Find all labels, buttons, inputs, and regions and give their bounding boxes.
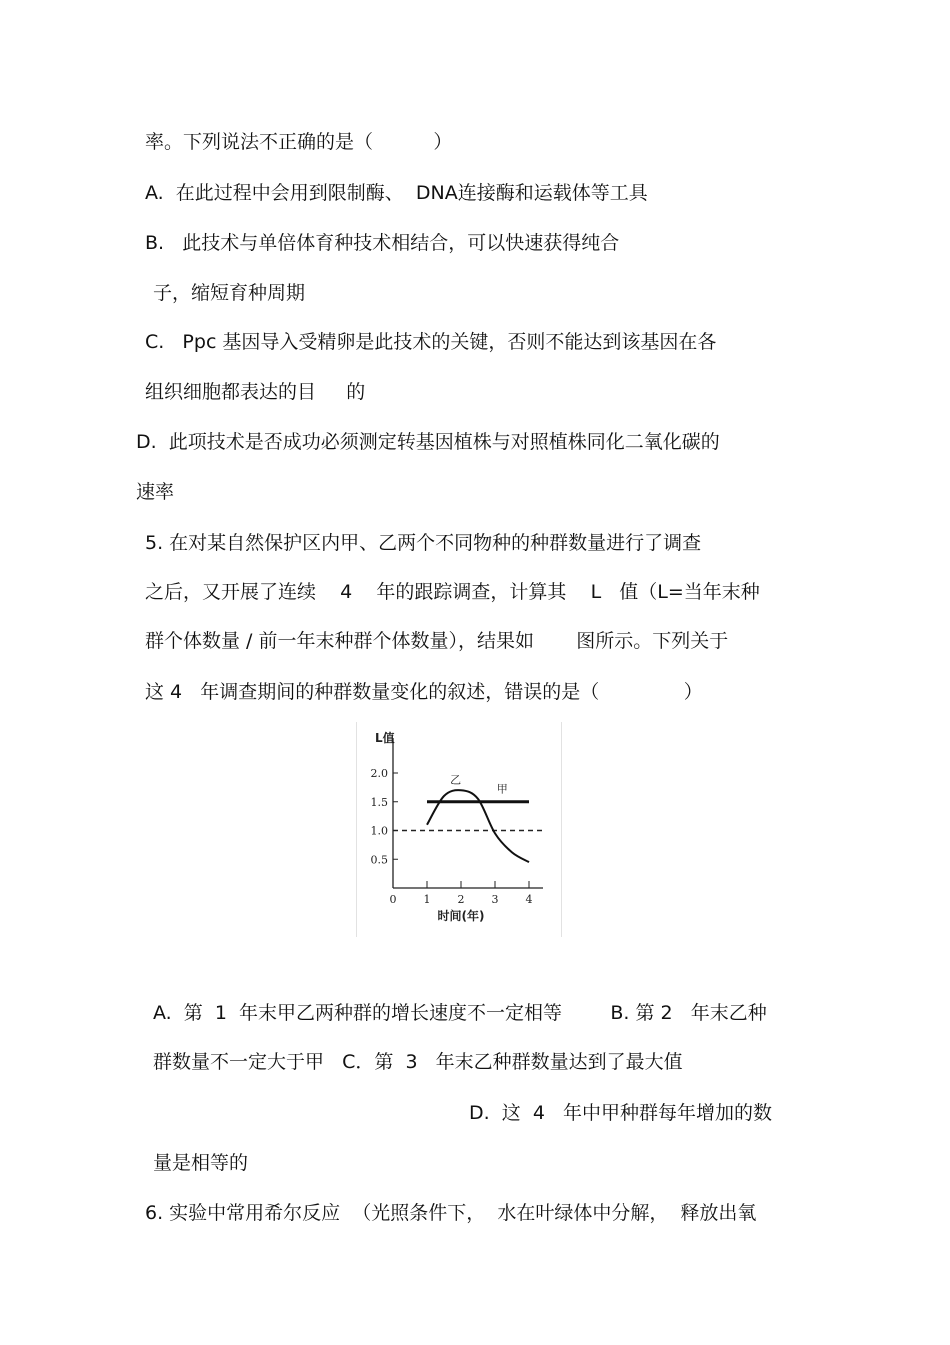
x-tick-label: 0 bbox=[389, 893, 397, 906]
q5-options-line1: A. 第 1 年末甲乙两种群的增长速度不一定相等 B. 第 2 年末乙种 bbox=[153, 1002, 767, 1024]
q4-option-a: A. 在此过程中会用到限制酶、 DNA连接酶和运载体等工具 bbox=[145, 182, 648, 204]
q5-options-line2: 群数量不一定大于甲 C．第 3 年末乙种群数量达到了最大值 bbox=[153, 1051, 683, 1073]
q4-option-b-line1: B. 此技术与单倍体育种技术相结合，可以快速获得纯合 bbox=[145, 232, 620, 254]
x-tick-label: 3 bbox=[491, 893, 499, 906]
q5-stem-line2: 之后，又开展了连续 4 年的跟踪调查，计算其 L 值（L=当年末种 bbox=[145, 581, 760, 603]
y-tick-label: 1.5 bbox=[370, 795, 388, 809]
q5-options-line3: D. 这 4 年中甲种群每年增加的数 bbox=[469, 1102, 773, 1124]
y-tick-label: 0.5 bbox=[370, 853, 388, 867]
y-tick-label: 1.0 bbox=[370, 824, 388, 838]
y-tick-label: 2.0 bbox=[370, 767, 388, 780]
q4-option-d-line1: D. 此项技术是否成功必须测定转基因植株与对照植株同化二氧化碳的 bbox=[136, 431, 720, 453]
q4-option-c-line2: 组织细胞都表达的目 的 bbox=[145, 381, 366, 403]
l-value-chart bbox=[356, 722, 562, 937]
q4-option-b-line2: 子，缩短育种周期 bbox=[153, 282, 306, 304]
q4-option-d-line2: 速率 bbox=[136, 481, 175, 503]
series-yi-label: 乙 bbox=[450, 773, 462, 787]
q6-stem-line1: 6. 实验中常用希尔反应 （光照条件下， 水在叶绿体中分解， 释放出氧 bbox=[145, 1202, 757, 1224]
q4-stem-tail: 率。下列说法不正确的是（ ） bbox=[145, 131, 453, 153]
series-jia-label: 甲 bbox=[496, 782, 508, 796]
x-tick-label: 4 bbox=[525, 893, 533, 906]
q5-stem-line1: 5. 在对某自然保护区内甲、乙两个不同物种的种群数量进行了调查 bbox=[145, 532, 702, 554]
x-tick-label: 2 bbox=[457, 893, 465, 906]
q5-options-line4: 量是相等的 bbox=[153, 1152, 249, 1174]
chart-svg bbox=[357, 722, 561, 937]
x-axis-label: 时间(年) bbox=[437, 909, 485, 923]
y-axis-label: L值 bbox=[375, 731, 395, 745]
q4-option-c-line1: C. Ppc 基因导入受精卵是此技术的关键，否则不能达到该基因在各 bbox=[145, 331, 717, 353]
q5-stem-line3: 群个体数量 / 前一年末种群个体数量），结果如 图所示。下列关于 bbox=[145, 630, 729, 652]
q5-stem-line4: 这 4 年调查期间的种群数量变化的叙述，错误的是（ ） bbox=[145, 681, 703, 703]
x-tick-label: 1 bbox=[423, 893, 431, 906]
